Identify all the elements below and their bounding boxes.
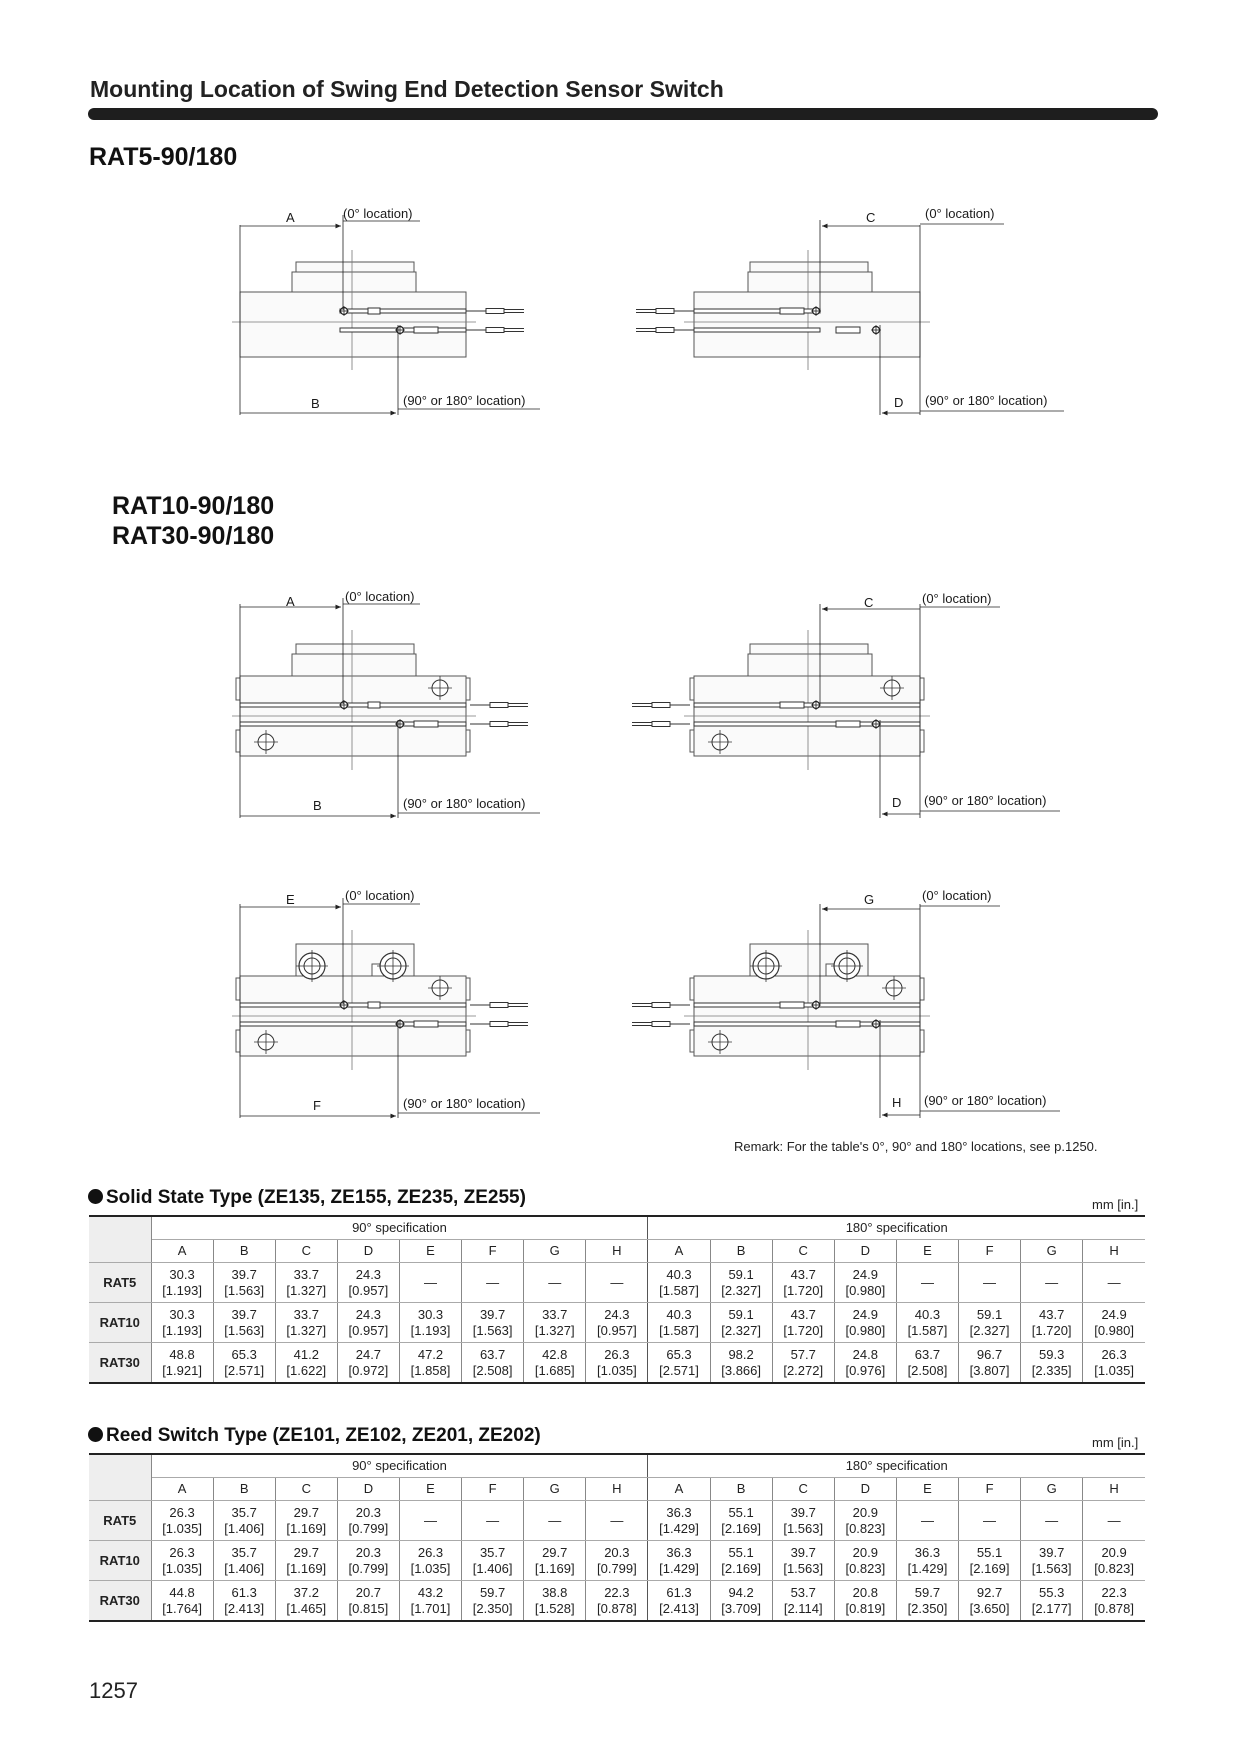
table-cell: 59.7 [2.350]	[462, 1581, 524, 1622]
table-cell: 33.7 [1.327]	[275, 1303, 337, 1343]
column-header: H	[1083, 1478, 1145, 1501]
table-cell: 63.7 [2.508]	[896, 1343, 958, 1384]
svg-text:(90° or 180° location): (90° or 180° location)	[924, 1093, 1047, 1108]
table-cell: 24.3 [0.957]	[586, 1303, 648, 1343]
table-cell: 39.7 [1.563]	[1021, 1541, 1083, 1581]
table-cell: 20.9 [0.823]	[1083, 1541, 1145, 1581]
table-cell: 24.8 [0.976]	[834, 1343, 896, 1384]
model-title-rat10: RAT10-90/180	[112, 492, 275, 520]
column-header: B	[710, 1478, 772, 1501]
table-cell: 39.7 [1.563]	[772, 1541, 834, 1581]
table-cell: 36.3 [1.429]	[648, 1501, 710, 1541]
table-cell: 55.1 [2.169]	[710, 1541, 772, 1581]
table-cell: 33.7 [1.327]	[275, 1263, 337, 1303]
svg-text:B: B	[311, 396, 320, 411]
solid-state-table	[89, 1215, 1145, 1384]
figure-gh-right	[632, 888, 1060, 1118]
table-cell: 94.2 [3.709]	[710, 1581, 772, 1622]
column-header: B	[213, 1240, 275, 1263]
table-cell: 26.3 [1.035]	[1083, 1343, 1145, 1384]
table-cell: 44.8 [1.764]	[151, 1581, 213, 1622]
spec180-header: 180° specification	[648, 1454, 1145, 1478]
table-cell: 40.3 [1.587]	[648, 1303, 710, 1343]
table-row	[89, 1581, 1145, 1622]
svg-text:(90° or 180° location): (90° or 180° location)	[924, 793, 1047, 808]
column-header: A	[151, 1240, 213, 1263]
svg-text:(0° location): (0° location)	[343, 206, 413, 221]
table-cell: 92.7 [3.650]	[959, 1581, 1021, 1622]
row-label: RAT30	[89, 1581, 151, 1622]
column-header: C	[772, 1240, 834, 1263]
table-cell: 39.7 [1.563]	[213, 1263, 275, 1303]
table-cell: —	[1021, 1501, 1083, 1541]
column-header: E	[399, 1240, 461, 1263]
svg-text:C: C	[866, 210, 876, 225]
model-title-rat30: RAT30-90/180	[112, 522, 275, 550]
column-header: F	[462, 1240, 524, 1263]
section-title: Mounting Location of Swing End Detection Sensor Switch	[90, 76, 724, 102]
figure-rat5-left	[232, 206, 540, 415]
column-header: E	[896, 1478, 958, 1501]
table-row	[89, 1263, 1145, 1303]
table-cell: 38.8 [1.528]	[524, 1581, 586, 1622]
table-cell: —	[1083, 1501, 1145, 1541]
table-cell: 59.7 [2.350]	[896, 1581, 958, 1622]
table-cell: 55.3 [2.177]	[1021, 1581, 1083, 1622]
column-header: E	[399, 1478, 461, 1501]
column-header: G	[524, 1240, 586, 1263]
table-cell: —	[524, 1501, 586, 1541]
spec-header-row	[89, 1216, 1145, 1240]
table-cell: 35.7 [1.406]	[213, 1541, 275, 1581]
table-cell: —	[524, 1263, 586, 1303]
column-header-row	[89, 1478, 1145, 1501]
table-cell: —	[586, 1501, 648, 1541]
table-row	[89, 1343, 1145, 1384]
table-cell: 59.1 [2.327]	[710, 1263, 772, 1303]
svg-text:(0° location): (0° location)	[925, 206, 995, 221]
svg-text:(90° or 180° location): (90° or 180° location)	[925, 393, 1048, 408]
column-header: F	[462, 1478, 524, 1501]
table-cell: 36.3 [1.429]	[896, 1541, 958, 1581]
svg-text:E: E	[286, 892, 295, 907]
table-cell: 55.1 [2.169]	[710, 1501, 772, 1541]
table-cell: —	[462, 1263, 524, 1303]
table-cell: 59.3 [2.335]	[1021, 1343, 1083, 1384]
table-cell: 30.3 [1.193]	[151, 1263, 213, 1303]
table-cell: —	[399, 1501, 461, 1541]
svg-text:(0° location): (0° location)	[345, 589, 415, 604]
table-cell: 43.2 [1.701]	[399, 1581, 461, 1622]
table-cell: 36.3 [1.429]	[648, 1541, 710, 1581]
table-cell: 41.2 [1.622]	[275, 1343, 337, 1384]
table-cell: 24.9 [0.980]	[834, 1303, 896, 1343]
table-cell: —	[1083, 1263, 1145, 1303]
column-header: C	[772, 1478, 834, 1501]
unit-label: mm [in.]	[1092, 1435, 1139, 1450]
table-cell: 29.7 [1.169]	[275, 1541, 337, 1581]
svg-text:H: H	[892, 1095, 902, 1110]
table-cell: 20.3 [0.799]	[337, 1541, 399, 1581]
svg-text:(90° or 180° location): (90° or 180° location)	[403, 1096, 526, 1111]
reed-switch-table	[89, 1453, 1145, 1622]
column-header: F	[959, 1478, 1021, 1501]
table-cell: 29.7 [1.169]	[275, 1501, 337, 1541]
model-title-rat5: RAT5-90/180	[89, 143, 238, 171]
table-row	[89, 1303, 1145, 1343]
table-cell: 24.7 [0.972]	[337, 1343, 399, 1384]
figure-rat10-left	[232, 589, 540, 818]
table-cell: 63.7 [2.508]	[462, 1343, 524, 1384]
table-cell: 43.7 [1.720]	[772, 1263, 834, 1303]
table-cell: 24.3 [0.957]	[337, 1263, 399, 1303]
table-cell: 20.7 [0.815]	[337, 1581, 399, 1622]
figure-rat5-right	[636, 206, 1064, 415]
table-cell: 53.7 [2.114]	[772, 1581, 834, 1622]
table-cell: 98.2 [3.866]	[710, 1343, 772, 1384]
table-cell: 35.7 [1.406]	[462, 1541, 524, 1581]
row-label: RAT5	[89, 1501, 151, 1541]
svg-text:A: A	[286, 210, 295, 225]
table-cell: 20.3 [0.799]	[337, 1501, 399, 1541]
table-cell: 30.3 [1.193]	[399, 1303, 461, 1343]
svg-text:F: F	[313, 1098, 321, 1113]
table-cell: 37.2 [1.465]	[275, 1581, 337, 1622]
table-cell: 96.7 [3.807]	[959, 1343, 1021, 1384]
column-header: H	[586, 1240, 648, 1263]
svg-text:C: C	[864, 595, 874, 610]
figure-ef-left	[232, 888, 540, 1118]
table-cell: 20.3 [0.799]	[586, 1541, 648, 1581]
table-cell: 26.3 [1.035]	[151, 1541, 213, 1581]
table-cell: 26.3 [1.035]	[586, 1343, 648, 1384]
table-cell: 43.7 [1.720]	[1021, 1303, 1083, 1343]
table-cell: —	[896, 1263, 958, 1303]
spec90-header: 90° specification	[151, 1216, 648, 1240]
table-cell: 22.3 [0.878]	[586, 1581, 648, 1622]
table-cell: 57.7 [2.272]	[772, 1343, 834, 1384]
table-cell: 42.8 [1.685]	[524, 1343, 586, 1384]
table-cell: 24.9 [0.980]	[834, 1263, 896, 1303]
table-cell: 55.1 [2.169]	[959, 1541, 1021, 1581]
column-header: F	[959, 1240, 1021, 1263]
svg-text:D: D	[894, 395, 904, 410]
table-cell: —	[1021, 1263, 1083, 1303]
spec-header-row	[89, 1454, 1145, 1478]
column-header: D	[834, 1478, 896, 1501]
table-cell: 22.3 [0.878]	[1083, 1581, 1145, 1622]
table-cell: 35.7 [1.406]	[213, 1501, 275, 1541]
bullet-icon	[88, 1427, 103, 1442]
table-cell: 20.9 [0.823]	[834, 1541, 896, 1581]
column-header: B	[213, 1478, 275, 1501]
table-cell: 65.3 [2.571]	[213, 1343, 275, 1384]
table-cell: 33.7 [1.327]	[524, 1303, 586, 1343]
unit-label: mm [in.]	[1092, 1197, 1139, 1212]
column-header-row	[89, 1240, 1145, 1263]
table-cell: 59.1 [2.327]	[710, 1303, 772, 1343]
column-header: E	[896, 1240, 958, 1263]
column-header: A	[151, 1478, 213, 1501]
table-cell: —	[586, 1263, 648, 1303]
table-cell: 26.3 [1.035]	[151, 1501, 213, 1541]
page-number: 1257	[89, 1678, 138, 1703]
table-cell: 29.7 [1.169]	[524, 1541, 586, 1581]
table-cell: —	[959, 1263, 1021, 1303]
table-cell: 20.9 [0.823]	[834, 1501, 896, 1541]
table-cell: 26.3 [1.035]	[399, 1541, 461, 1581]
table-cell: 61.3 [2.413]	[648, 1581, 710, 1622]
table-row	[89, 1541, 1145, 1581]
column-header: A	[648, 1478, 710, 1501]
column-header: G	[1021, 1240, 1083, 1263]
svg-text:A: A	[286, 594, 295, 609]
column-header: H	[586, 1478, 648, 1501]
row-label: RAT5	[89, 1263, 151, 1303]
table-cell: 39.7 [1.563]	[213, 1303, 275, 1343]
column-header: D	[337, 1240, 399, 1263]
column-header: G	[524, 1478, 586, 1501]
table-cell: 47.2 [1.858]	[399, 1343, 461, 1384]
table-cell: —	[896, 1501, 958, 1541]
table-cell: 39.7 [1.563]	[462, 1303, 524, 1343]
svg-text:(0° location): (0° location)	[922, 888, 992, 903]
table-cell: 43.7 [1.720]	[772, 1303, 834, 1343]
column-header: A	[648, 1240, 710, 1263]
solid-state-title: Solid State Type (ZE135, ZE155, ZE235, ZE255)	[88, 1187, 526, 1209]
svg-text:(0° location): (0° location)	[922, 591, 992, 606]
table-cell: 39.7 [1.563]	[772, 1501, 834, 1541]
table-row	[89, 1501, 1145, 1541]
table-cell: 30.3 [1.193]	[151, 1303, 213, 1343]
table-cell: 61.3 [2.413]	[213, 1581, 275, 1622]
column-header: D	[834, 1240, 896, 1263]
figure-rat10-right	[632, 591, 1060, 818]
spec180-header: 180° specification	[648, 1216, 1145, 1240]
column-header: C	[275, 1240, 337, 1263]
table-cell: 48.8 [1.921]	[151, 1343, 213, 1384]
row-label: RAT10	[89, 1303, 151, 1343]
table-cell: 24.3 [0.957]	[337, 1303, 399, 1343]
table-cell: 59.1 [2.327]	[959, 1303, 1021, 1343]
bullet-icon	[88, 1189, 103, 1204]
svg-text:(90° or 180° location): (90° or 180° location)	[403, 796, 526, 811]
table-cell: 40.3 [1.587]	[896, 1303, 958, 1343]
table-cell: —	[959, 1501, 1021, 1541]
row-label: RAT30	[89, 1343, 151, 1384]
svg-text:(0° location): (0° location)	[345, 888, 415, 903]
column-header: D	[337, 1478, 399, 1501]
svg-text:D: D	[892, 795, 902, 810]
table-cell: 40.3 [1.587]	[648, 1263, 710, 1303]
table-cell: 20.8 [0.819]	[834, 1581, 896, 1622]
column-header: B	[710, 1240, 772, 1263]
column-header: C	[275, 1478, 337, 1501]
svg-text:B: B	[313, 798, 322, 813]
table-cell: 24.9 [0.980]	[1083, 1303, 1145, 1343]
reed-switch-title: Reed Switch Type (ZE101, ZE102, ZE201, ZE202)	[88, 1425, 541, 1447]
table-cell: 65.3 [2.571]	[648, 1343, 710, 1384]
table-cell: —	[462, 1501, 524, 1541]
remark-note: Remark: For the table's 0°, 90° and 180° locations, see p.1250.	[734, 1139, 1098, 1154]
column-header: H	[1083, 1240, 1145, 1263]
svg-text:G: G	[864, 892, 875, 907]
row-label: RAT10	[89, 1541, 151, 1581]
svg-text:(90° or 180° location): (90° or 180° location)	[403, 393, 526, 408]
spec90-header: 90° specification	[151, 1454, 648, 1478]
column-header: G	[1021, 1478, 1083, 1501]
table-cell: —	[399, 1263, 461, 1303]
